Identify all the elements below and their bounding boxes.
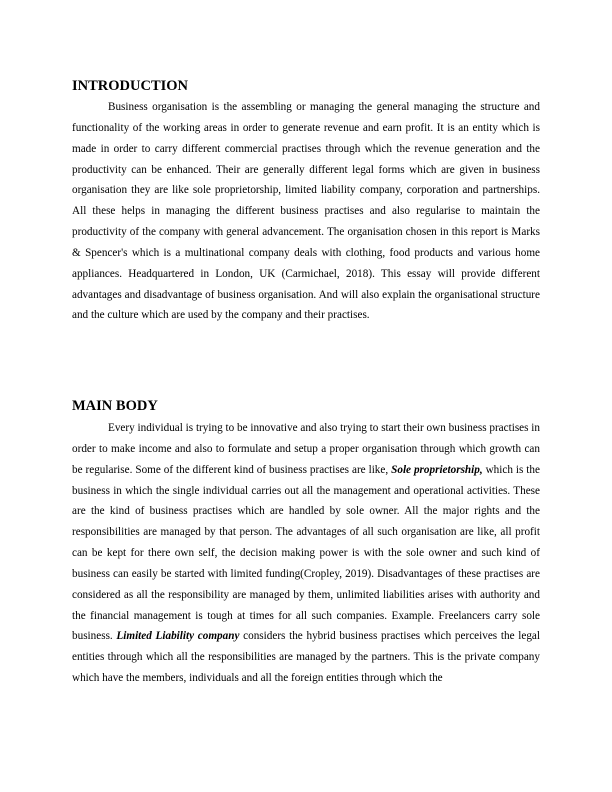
main-body-text-part2: which is the business in which the single individual carries out all the management and operational activities. These are the kind of business practises which are handled by sole owner. All the major rights and the responsibilities are managed by that person. The advantages of all such organisation are like, all profit can be kept for there own self, the decision making power is with the sole owner and such kind of business can easily be started with limited funding(Cropley, 2019). Disadvantages of these practises are considered as all the responsibility are managed by them, unlimited liabilities arises with authority and the financial management is tough at times for all such companies. Example. Freelancers carry sole business. (72, 463, 540, 643)
main-body-heading: MAIN BODY (72, 398, 158, 414)
main-body-text-part1: Every individual is trying to be innovative and also trying to start their own business practises in order to make income and also to formulate and setup a proper organisation through which growth can be regularise. Some of the different kind of business practises are like, (72, 422, 540, 476)
main-body-paragraph (72, 418, 540, 689)
sole-proprietorship-term: Sole proprietorship, (391, 463, 483, 476)
introduction-heading: INTRODUCTION (72, 78, 189, 94)
introduction-paragraph: Business organisation is the assembling or managing the general managing the structure and functionality of the working areas in order to generate revenue and earn profit. It is an entity which is made in order to carry different commercial practises through which the revenue generation and the productivity can be enhanced. Their are generally different legal forms which are given in business organisation they are like sole proprietorship, limited liability company, corporation and partnerships. All these helps in managing the different business practises and also regularise to maintain the productivity of the company with general advancement. The organisation chosen in this report is Marks & Spencer's which is a multinational company deals with clothing, food products and various home appliances. Headquartered in London, UK (Carmichael, 2018). This essay will provide different advantages and disadvantage of business organisation. And will also explain the organisational structure and the culture which are used by the company and their practises. (72, 101, 540, 322)
limited-liability-company-term: Limited Liability company (116, 630, 240, 643)
main-body-text-part3: considers the hybrid business practises which perceives the legal entities through which all the responsibilities are managed by the partners. This is the private company which have the members, individuals and all the foreign entities through which the (72, 630, 540, 685)
